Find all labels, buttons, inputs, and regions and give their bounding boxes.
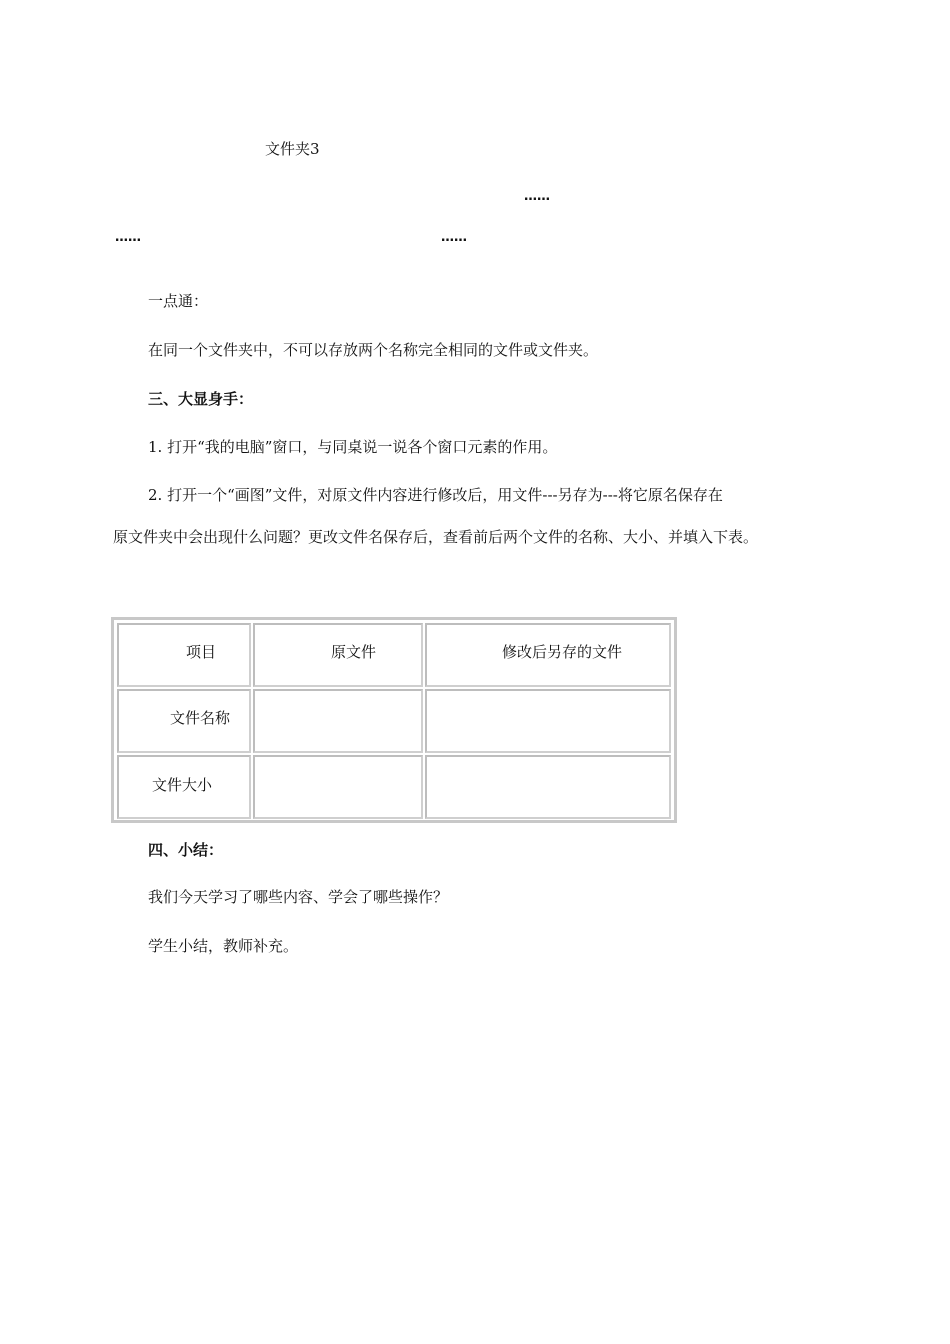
task-item-2-line-2: 原文件夹中会出现什么问题？更改文件名保存后，查看前后两个文件的名称、大小、并填入下表。 xyxy=(113,528,759,546)
table-header-original: 原文件 xyxy=(331,643,377,661)
ellipsis: …… xyxy=(524,189,550,204)
table-row-label: 文件名称 xyxy=(170,709,231,727)
table-header-modified: 修改后另存的文件 xyxy=(502,643,623,661)
summary-question: 我们今天学习了哪些内容、学会了哪些操作？ xyxy=(148,888,449,906)
table-row-label-cell xyxy=(117,689,251,753)
table-row-label-cell xyxy=(117,755,251,819)
table-cell-modified-name[interactable] xyxy=(425,689,671,753)
table-cell-original-size[interactable] xyxy=(253,755,423,819)
task-item-2-line-1: 2. 打开一个“画图”文件，对原文件内容进行修改后，用文件---另存为---将它原名保存在 xyxy=(148,486,723,504)
task-item-1: 1. 打开“我的电脑”窗口，与同桌说一说各个窗口元素的作用。 xyxy=(148,438,558,456)
table-cell-modified-size[interactable] xyxy=(425,755,671,819)
table-header-cell xyxy=(253,623,423,687)
tip-text: 在同一个文件夹中，不可以存放两个名称完全相同的文件或文件夹。 xyxy=(148,341,599,359)
table-header-item: 项目 xyxy=(186,643,217,661)
ellipsis: …… xyxy=(115,230,141,245)
summary-note: 学生小结，教师补充。 xyxy=(148,937,299,955)
ellipsis: …… xyxy=(441,230,467,245)
table-header-cell xyxy=(425,623,671,687)
section-heading: 三、大显身手： xyxy=(148,390,254,408)
tip-heading: 一点通： xyxy=(148,292,209,310)
file-comparison-table xyxy=(111,617,677,823)
folder-label: 文件夹3 xyxy=(265,140,320,158)
table-header-cell xyxy=(117,623,251,687)
section-heading: 四、小结： xyxy=(148,841,224,859)
table-cell-original-name[interactable] xyxy=(253,689,423,753)
table-row-label: 文件大小 xyxy=(152,776,213,794)
